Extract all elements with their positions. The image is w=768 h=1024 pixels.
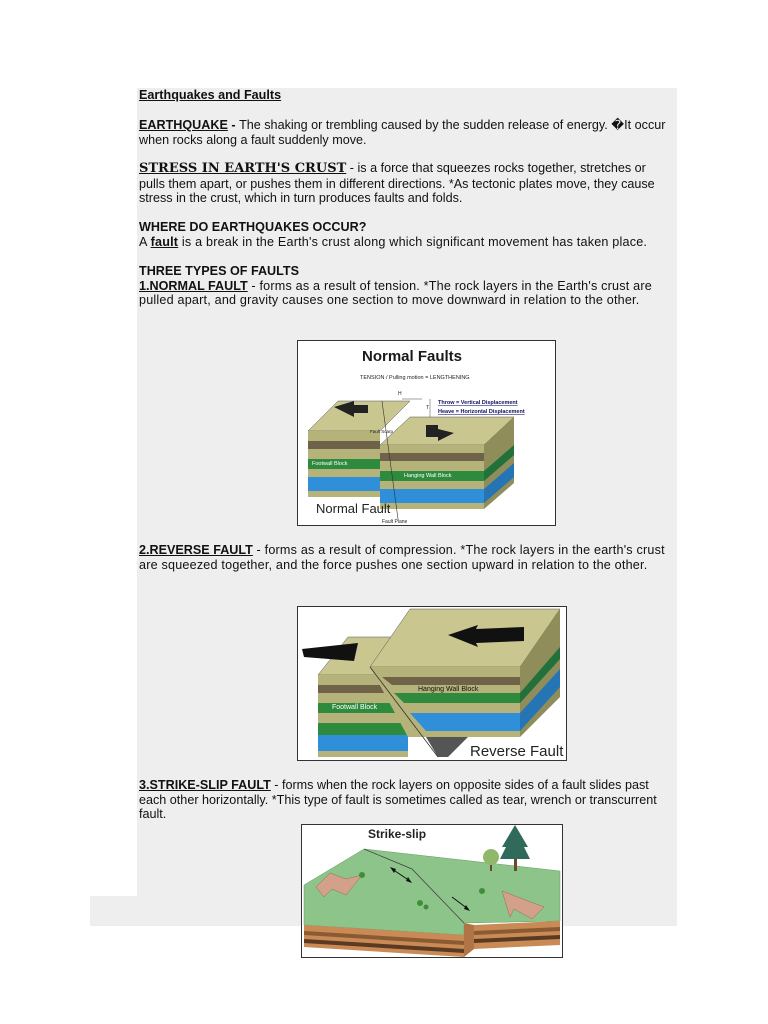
earthquake-paragraph: EARTHQUAKE - The shaking or trembling caused by the sudden release of energy. �It occur when rocks along a fault suddenly move. — [139, 118, 666, 147]
reverse-paragraph — [139, 543, 669, 572]
reverse-fig-footwall: Footwall Block — [332, 704, 378, 711]
normal-fault-figure — [297, 340, 556, 526]
fault-term: fault — [150, 234, 179, 249]
normal-fig-subtitle: TENSION / Pulling motion = LENGTHENING — [360, 375, 470, 381]
types-heading: THREE TYPES OF FAULTS — [139, 264, 299, 278]
normal-fig-scarp: Fault Scarp — [370, 429, 394, 434]
strike-slip-figure — [301, 824, 563, 958]
reverse-fig-caption: Reverse Fault — [470, 743, 564, 760]
strike-slip-definition: - forms when the rock layers on opposite sides of a fault slides past each other horizontally. *This type of fault is sometimes called as tear, wrench or transcurrent fault. — [139, 778, 657, 822]
strike-slip-diagram — [302, 825, 562, 957]
strike-paragraph — [139, 778, 669, 822]
normal-fig-plane: Fault Plane — [382, 519, 408, 525]
normal-fig-title: Normal Faults — [362, 348, 463, 365]
earthquake-definition: The shaking or trembling caused by the sudden release of energy. �It occur when rocks along a fault suddenly move. — [139, 118, 666, 147]
normal-fig-h-label: H — [398, 391, 402, 397]
normal-fig-t-label: T — [426, 405, 430, 411]
doc-title: Earthquakes and Faults — [139, 88, 282, 102]
normal-fig-caption: Normal Fault — [316, 501, 391, 516]
reverse-fig-hanging: Hanging Wall Block — [418, 686, 479, 693]
normal-fig-hanging: Hanging Wall Block — [404, 473, 452, 479]
fault-definition: is a break in the Earth's crust along which significant movement has taken place. — [178, 234, 648, 249]
stress-paragraph: STRESS IN EARTH'S CRUST - is a force that squeezes rocks together, stretches or pulls them apart, or pushes them in different directions. *As tectonic plates move, they cause stress in the crust, which in turn produces faults and folds. — [139, 161, 655, 206]
where-heading: WHERE DO EARTHQUAKES OCCUR? — [139, 220, 367, 234]
types-paragraph — [139, 264, 669, 308]
stress-term: STRESS IN EARTH'S CRUST — [139, 161, 347, 176]
strike-slip-term: 3.STRIKE-SLIP FAULT — [139, 778, 271, 792]
reverse-fault-term: 2.REVERSE FAULT — [139, 543, 253, 557]
normal-fig-heave: Heave = Horizontal Displacement — [438, 409, 525, 415]
normal-fig-footwall: Footwall Block — [312, 461, 348, 467]
strike-fig-title: Strike-slip — [368, 827, 427, 841]
stress-definition: is a force that squeezes rocks together, stretches or pulls them apart, or pushes them in different directions. *As tectonic plates move, they cause stress in the crust, which in turn produces faults and folds. — [139, 161, 655, 206]
where-paragraph: WHERE DO EARTHQUAKES OCCUR? A fault is a break in the Earth's crust along which significant movement has taken place. — [139, 220, 669, 249]
earthquake-term: EARTHQUAKE — [139, 118, 228, 132]
reverse-fault-definition: - forms as a result of compression. *The rock layers in the earth's crust are squeezed together, and the force pushes one section upward in relation to the other. — [139, 543, 665, 572]
normal-fault-term: 1.NORMAL FAULT — [139, 278, 248, 293]
normal-fault-definition: - forms as a result of tension. *The rock layers in the Earth's crust are pulled apart, and gravity causes one section to move downward in relation to the other. — [139, 278, 652, 308]
normal-fault-diagram — [298, 341, 555, 525]
reverse-fault-diagram — [298, 607, 566, 760]
normal-fig-throw: Throw = Vertical Displacement — [438, 400, 518, 406]
reverse-fault-figure — [297, 606, 567, 761]
